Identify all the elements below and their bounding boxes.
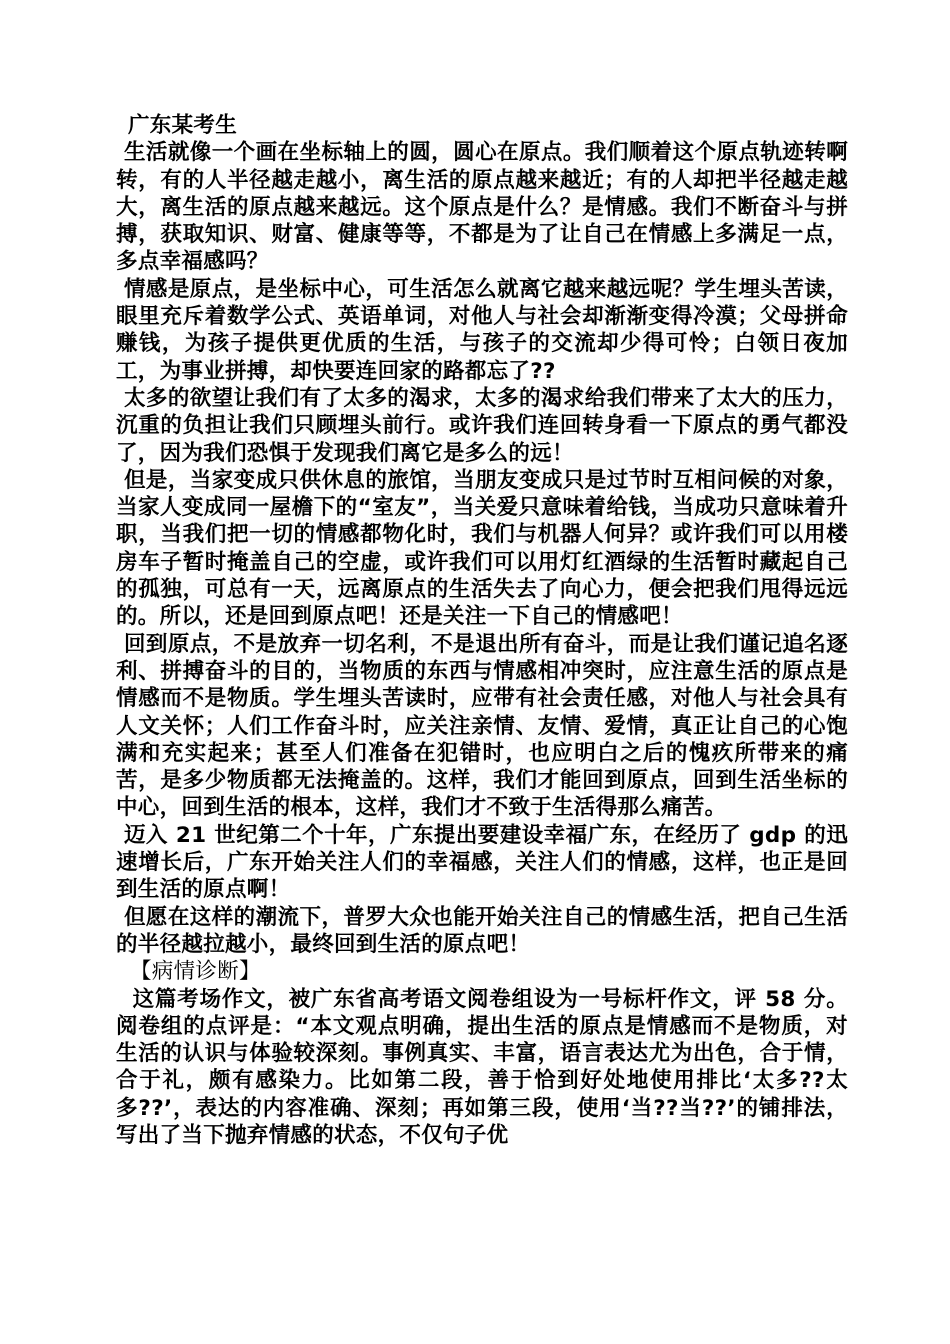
diagnosis-heading: 【病情诊断】 [130,959,261,985]
essay-paragraph-4: 但是，当家变成只供休息的旅馆，当朋友变成只是过节时互相问候的对象，当家人变成同一屋檐下的“室友”，当关爱只意味着给钱，当成功只意味着升职，当我们把一切的情感都物化时，我们与机器人何异？或许我们可以用楼房车子暂时掩盖自己的空虚，或许我们可以用灯红酒绿的生活暂时藏起自己的孤独，可总有一天，远离原点的生活失去了向心力，便会把我们甩得远远的。所以，还是回到原点吧！还是关注一下自己的情感吧！ [116,467,848,630]
essay-paragraph-2: 情感是原点，是坐标中心，可生活怎么就离它越来越远呢？学生埋头苦读，眼里充斥着数学公式、英语单词，对他人与社会却渐渐变得冷漠；父母拼命赚钱，为孩子提供更优质的生活，与孩子的交流却少得可怜；白领日夜加工，为事业拼搏，却快要连回家的路都忘了?? [116,276,848,384]
essay-paragraph-6: 迈入 21 世纪第二个十年，广东提出要建设幸福广东，在经历了 gdp 的迅速增长后，广东开始关注人们的幸福感，关注人们的情感，这样，也正是回到生活的原点啊！ [116,822,848,903]
essay-paragraph-7: 但愿在这样的潮流下，普罗大众也能开始关注自己的情感生活，把自己生活的半径越拉越小，最终回到生活的原点吧！ [116,904,848,957]
diagnosis-text: 这篇考场作文，被广东省高考语文阅卷组设为一号标杆作文，评 58 分。阅卷组的点评是：“本文观点明确，提出生活的原点是情感而不是物质，对生活的认识与体验较深刻。事例真实、丰富，语言表达尤为出色，合于情，合于礼，颇有感染力。比如第二段，善于恰到好处地使用排比‘太多??太多??’，表达的内容准确、深刻；再如第三段，使用‘当??当??’的铺排法，写出了当下抛弃情感的状态，不仅句子优 [116,986,848,1148]
essay-paragraph-1: 生活就像一个画在坐标轴上的圆，圆心在原点。我们顺着这个原点轨迹转啊转，有的人半径越走越小，离生活的原点越来越近；有的人却把半径越走越大，离生活的原点越来越远。这个原点是什么？是情感。我们不断奋斗与拼搏，获取知识、财富、健康等等，不都是为了让自己在情感上多满足一点，多点幸福感吗？ [116,140,848,275]
essay-paragraph-5: 回到原点，不是放弃一切名利，不是退出所有奋斗，而是让我们谨记追名逐利、拼搏奋斗的目的，当物质的东西与情感相冲突时，应注意生活的原点是情感而不是物质。学生埋头苦读时，应带有社会责任感，对他人与社会具有人文关怀；人们工作奋斗时，应关注亲情、友情、爱情，真正让自己的心饱满和充实起来；甚至人们准备在犯错时，也应明白之后的愧疚所带来的痛苦，是多少物质都无法掩盖的。这样，我们才能回到原点，回到生活坐标的中心，回到生活的根本，这样，我们才不致于生活得那么痛苦。 [116,631,848,821]
essay-page [116,112,848,1149]
essay-paragraph-3: 太多的欲望让我们有了太多的渴求，太多的渴求给我们带来了太大的压力，沉重的负担让我们只顾埋头前行。或许我们连回转身看一下原点的勇气都没了，因为我们恐惧于发现我们离它是多么的远！ [116,385,848,466]
author-line: 广东某考生 [128,113,238,138]
